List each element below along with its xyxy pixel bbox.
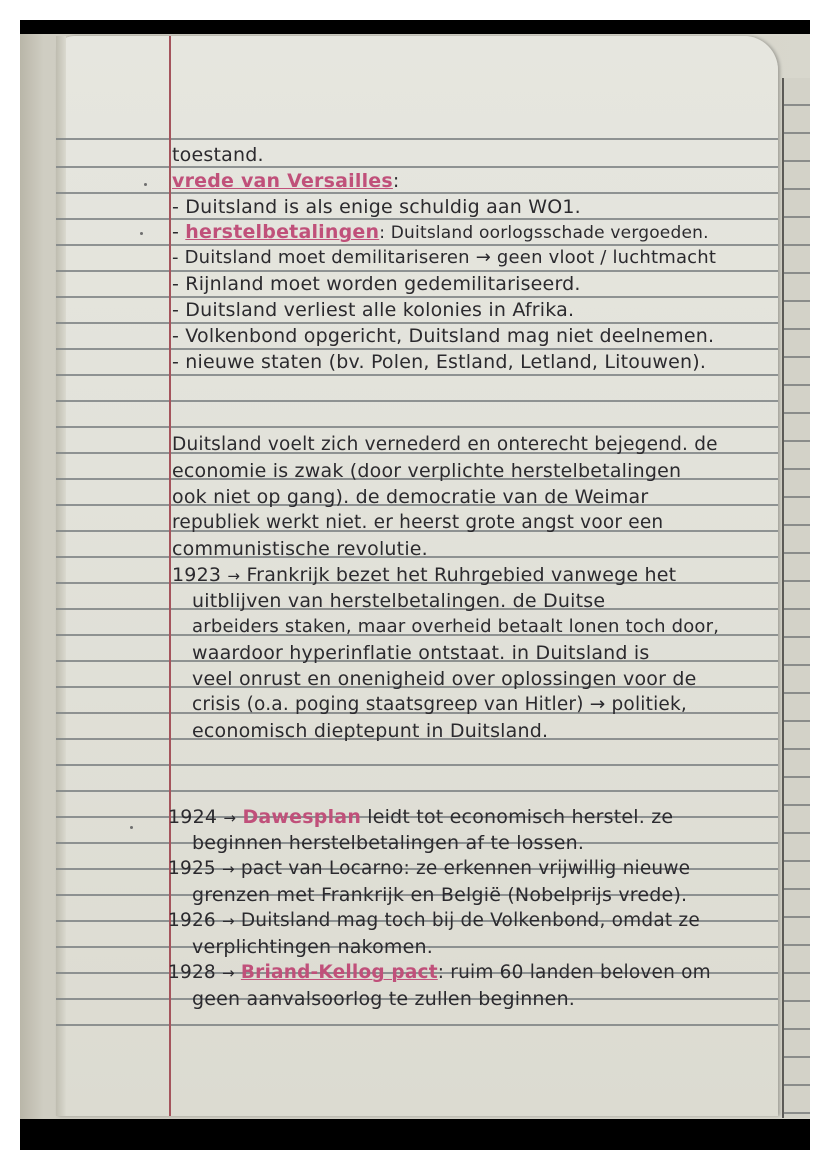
timeline-entry-1925 bbox=[168, 858, 690, 880]
ruled-line bbox=[56, 348, 778, 350]
ruled-line bbox=[56, 138, 778, 140]
heading-briand-kellog-pact: Briand-Kellog pact bbox=[240, 962, 438, 983]
arrow-right-icon: → bbox=[221, 964, 235, 982]
heading-suffix: : Duitsland oorlogsschade vergoeden. bbox=[379, 223, 709, 243]
note-line: uitblijven van herstelbetalingen. de Duitse bbox=[192, 590, 606, 612]
bullet-dot bbox=[130, 826, 133, 829]
bullet-dot bbox=[140, 232, 143, 235]
ruled-line bbox=[56, 764, 778, 766]
ruled-line bbox=[56, 426, 778, 428]
photo-scene bbox=[20, 34, 810, 1119]
note-line: - Duitsland verliest alle kolonies in Afrika. bbox=[172, 299, 575, 321]
note-line: beginnen herstelbetalingen af te lossen. bbox=[192, 832, 585, 854]
ruled-line bbox=[56, 270, 778, 272]
timeline-entry-1924 bbox=[168, 806, 673, 829]
note-line: republiek werkt niet. er heerst grote angst voor een bbox=[172, 512, 664, 533]
entry-text: pact van Locarno: ze erkennen vrijwillig nieuwe bbox=[240, 858, 691, 879]
arrow-right-icon: → bbox=[221, 912, 235, 930]
year-label: 1928 bbox=[168, 962, 216, 983]
entry-text: leidt tot economisch herstel. ze bbox=[367, 806, 674, 828]
entry-text: Frankrijk bezet het Ruhrgebied vanwege het bbox=[246, 564, 677, 586]
timeline-entry-1926 bbox=[168, 910, 700, 932]
note-line: communistische revolutie. bbox=[172, 538, 428, 560]
note-heading-line bbox=[172, 170, 400, 192]
note-line: - Rijnland moet worden gedemilitariseerd. bbox=[172, 273, 581, 295]
timeline-entry-1928 bbox=[168, 962, 711, 984]
note-line: ook niet op gang). de democratie van de Weimar bbox=[172, 486, 649, 508]
note-line: verplichtingen nakomen. bbox=[192, 936, 433, 958]
note-line: - Duitsland is als enige schuldig aan WO1. bbox=[172, 196, 581, 218]
entry-text: : ruim 60 landen beloven om bbox=[437, 962, 711, 983]
year-label: 1923 bbox=[172, 564, 222, 586]
ruled-line bbox=[56, 166, 778, 168]
arrow-right-icon: → bbox=[223, 809, 237, 827]
note-line: toestand. bbox=[172, 144, 264, 166]
arrow-right-icon: → bbox=[221, 860, 235, 878]
note-line: economie is zwak (door verplichte herstelbetalingen bbox=[172, 460, 682, 482]
note-line: geen aanvalsoorlog te zullen beginnen. bbox=[192, 988, 576, 1010]
note-line: - Volkenbond opgericht, Duitsland mag niet deelnemen. bbox=[172, 325, 715, 347]
note-line: Duitsland voelt zich vernederd en onterecht bejegend. de bbox=[172, 434, 718, 455]
ruled-line bbox=[56, 244, 778, 246]
note-line: grenzen met Frankrijk en België (Nobelprijs vrede). bbox=[192, 884, 688, 906]
year-label: 1924 bbox=[168, 806, 218, 828]
ruled-line bbox=[56, 400, 778, 402]
notebook-page bbox=[56, 36, 778, 1116]
note-line: - Duitsland moet demilitariseren → geen vloot / luchtmacht bbox=[172, 247, 717, 268]
note-line: waardoor hyperinflatie ontstaat. in Duitsland is bbox=[192, 642, 650, 664]
year-label: 1925 bbox=[168, 858, 216, 879]
dash-prefix: - bbox=[172, 221, 186, 243]
note-line: arbeiders staken, maar overheid betaalt lonen toch door, bbox=[192, 616, 720, 637]
ruled-line bbox=[56, 296, 778, 298]
heading-dawesplan: Dawesplan bbox=[242, 806, 362, 828]
note-line: crisis (o.a. poging staatsgreep van Hitler) → politiek, bbox=[192, 694, 687, 715]
note-line: veel onrust en onenigheid over oplossingen voor de bbox=[192, 668, 697, 690]
heading-herstelbetalingen: herstelbetalingen bbox=[185, 221, 380, 243]
note-line: - nieuwe staten (bv. Polen, Estland, Letland, Litouwen). bbox=[172, 351, 707, 373]
arrow-right-icon: → bbox=[227, 567, 241, 585]
timeline-entry-1923 bbox=[172, 564, 676, 587]
ruled-line bbox=[56, 1024, 778, 1026]
ruled-line bbox=[56, 790, 778, 792]
heading-suffix: : bbox=[392, 170, 400, 192]
ruled-line bbox=[56, 192, 778, 194]
heading-vrede-van-versailles: vrede van Versailles bbox=[172, 170, 393, 192]
adjacent-page-edge bbox=[782, 78, 810, 1118]
year-label: 1926 bbox=[168, 910, 216, 931]
entry-text: Duitsland mag toch bij de Volkenbond, omdat ze bbox=[240, 910, 700, 931]
bullet-dot bbox=[144, 183, 147, 186]
ruled-line bbox=[56, 374, 778, 376]
ruled-line bbox=[56, 322, 778, 324]
notebook-photo bbox=[20, 20, 810, 1150]
note-heading-line bbox=[172, 221, 709, 244]
margin-line bbox=[169, 36, 171, 1116]
ruled-line bbox=[56, 218, 778, 220]
note-line: economisch dieptepunt in Duitsland. bbox=[192, 720, 549, 742]
